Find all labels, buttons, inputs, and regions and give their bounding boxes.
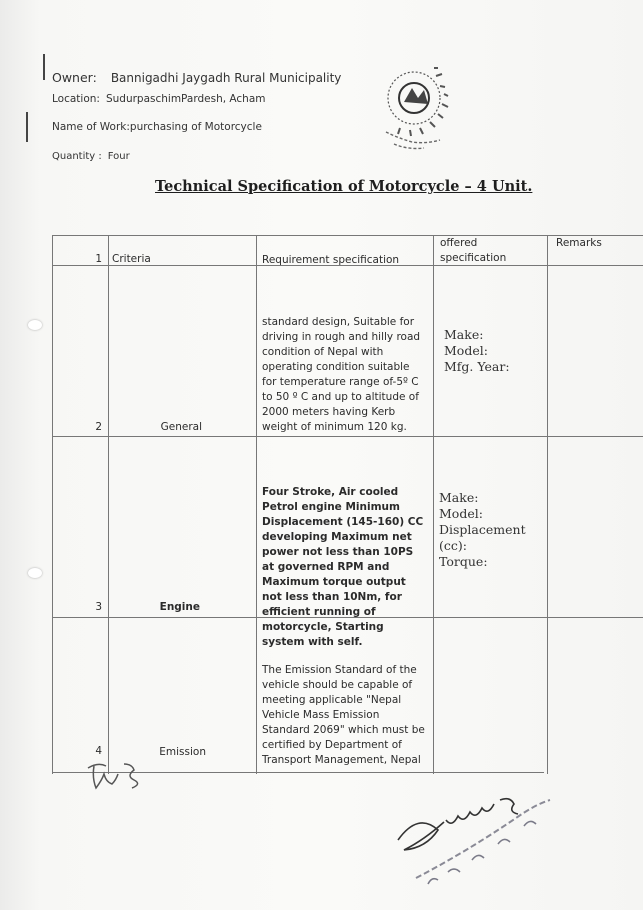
municipality-seal: [374, 58, 470, 154]
table-column-divider: [433, 235, 434, 774]
offered-displacement-label: Displacement (cc):: [439, 522, 526, 553]
table-header-remarks: Remarks: [556, 237, 602, 249]
punch-hole: [28, 320, 42, 330]
owner-value: Bannigadhi Jaygadh Rural Municipality: [110, 71, 342, 85]
margin-mark-top: [43, 54, 45, 80]
row-emission-criteria: Emission: [159, 746, 206, 758]
row-engine-offered: [439, 490, 539, 570]
row-emission-num: 4: [95, 745, 102, 757]
quantity-line: [52, 151, 130, 162]
quantity-label: Quantity :: [52, 151, 102, 162]
row-engine-num: 3: [95, 601, 102, 613]
owner-line: [52, 70, 341, 85]
table-left-border: [52, 235, 53, 774]
offered-model-label: Model:: [444, 343, 488, 358]
table-header-num: 1: [95, 253, 102, 265]
table-top-border: [52, 235, 643, 236]
row-general-num: 2: [95, 421, 102, 433]
row-general-criteria: General: [160, 421, 202, 433]
table-header-offered: offered specification: [440, 237, 507, 264]
work-value: purchasing of Motorcycle: [129, 121, 262, 133]
document-title: Technical Specification of Motorcycle – 4 Unit.: [155, 178, 533, 195]
punch-hole: [28, 568, 42, 578]
location-label: Location:: [52, 93, 100, 105]
work-line: [52, 121, 262, 133]
officer-signature: [388, 780, 578, 900]
offered-model-label: Model:: [439, 506, 483, 521]
row-emission-requirement: The Emission Standard of the vehicle should be capable of meeting applicable "Nepal Vehicle Mass Emission Standard 2069" which must be certified by Department of Transport Management, Nepal: [262, 664, 425, 766]
table-header-criteria: Criteria: [112, 253, 151, 265]
row-general-requirement: standard design, Suitable for driving in rough and hilly road condition of Nepal with operating condition suitable for temperature range of-5º C to 50 º C and up to altitude of 2000 meters having Kerb weight of minimum 120 kg.: [262, 316, 421, 433]
table-column-divider: [547, 235, 548, 774]
row-general-offered: [444, 327, 510, 375]
offered-make-label: Make:: [439, 490, 479, 505]
initials-signature: [84, 760, 164, 796]
quantity-value: Four: [107, 151, 130, 162]
row-engine-criteria: Engine: [159, 601, 200, 613]
table-column-divider: [256, 235, 257, 774]
location-line: [52, 93, 266, 105]
margin-mark-middle: [26, 112, 28, 142]
table-header-requirement: Requirement specification: [262, 254, 400, 266]
offered-torque-label: Torque:: [439, 554, 488, 569]
owner-label: Owner:: [52, 70, 97, 85]
location-value: SudurpaschimPardesh, Acham: [105, 93, 266, 105]
work-label: Name of Work:: [52, 121, 130, 133]
table-column-divider: [108, 235, 109, 774]
offered-make-label: Make:: [444, 327, 484, 342]
table-row-divider: [52, 436, 643, 437]
offered-mfg-year-label: Mfg. Year:: [444, 359, 510, 374]
row-engine-requirement: Four Stroke, Air cooled Petrol engine Minimum Displacement (145-160) CC developing Maximum net power not less than 10PS at governed RPM and Maximum torque output not less than 10Nm, for efficient running of motorcycle, Starting system with self.: [262, 486, 424, 648]
